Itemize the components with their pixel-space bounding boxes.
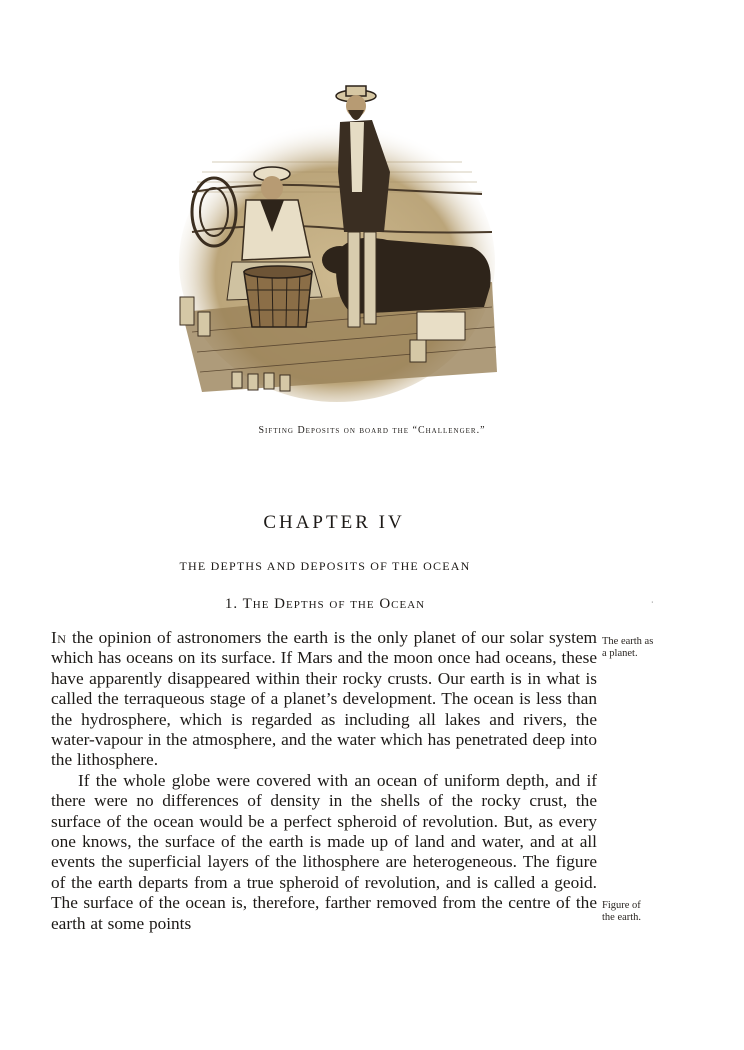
margin-note-figure-earth [602, 900, 692, 924]
margin-note-line: the earth. [602, 912, 642, 923]
stray-mark: ‧ [651, 598, 654, 607]
margin-note-line: The earth as [602, 636, 654, 647]
lead-word: In [51, 628, 67, 647]
body-text [51, 628, 597, 934]
paragraph-1 [51, 628, 597, 771]
paragraph-2: If the whole globe were covered with an ocean of uniform depth, and if there were no differences of density in the shells of the rocky crust, the surface of the ocean would be a perfect spheroid of revolution. But, as every one knows, the surface of the earth is made up of land and water, and at all events the superficial layers of the lithosphere are heterogeneous. The figure of the earth departs from a true spheroid of revolution, and is called a geoid. The surface of the ocean is, therefore, farther removed from the centre of the earth at some points [51, 770, 597, 933]
paragraph-1-text: the opinion of astronomers the earth is the only planet of our solar system which has oceans on its surface. If Mars and the moon once had oceans, these have apparently disappeared within their rocky crusts. Our earth is in what is called the terraqueous stage of a planet’s development. The ocean is less than the hydrosphere, which is regarded as including all lakes and rivers, the water-vapour in the atmosphere, and the water which has penetrated deep into the lithosphere. [51, 628, 597, 770]
illustration-caption: Sifting Deposits on board the “Challenger.” [258, 425, 486, 436]
chapter-subtitle: THE DEPTHS AND DEPOSITS OF THE OCEAN [179, 559, 471, 573]
sailors-sifting-icon [172, 82, 502, 412]
section-heading: 1. The Depths of the Ocean [224, 596, 426, 612]
chapter-title: CHAPTER IV [263, 512, 405, 533]
margin-note-earth-planet [602, 636, 692, 660]
engraving-illustration [172, 82, 502, 412]
margin-note-line: Figure of [602, 900, 641, 911]
margin-note-line: a planet. [602, 648, 638, 659]
